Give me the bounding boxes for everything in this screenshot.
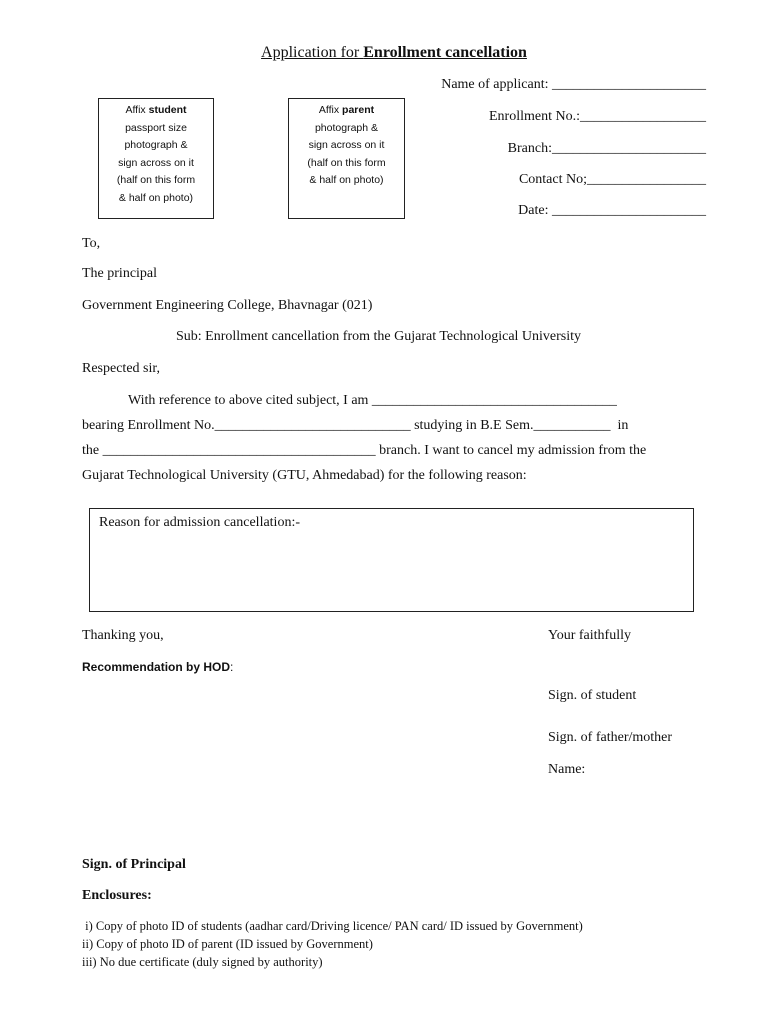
body-line-2[interactable]: bearing Enrollment No.____________________________ studying in B.E Sem.___________ in [82,418,629,433]
title-prefix: Application for [261,44,364,61]
applicant-name-field[interactable]: Name of applicant: ______________________ [441,77,706,92]
sign-parent: Sign. of father/mother [548,730,673,745]
address-to: To, [82,236,101,251]
enclosure-item: i) Copy of photo ID of students (aadhar card/Driving licence/ PAN card/ ID issued by Government) [82,919,583,933]
your-faithfully: Your faithfully [548,628,631,643]
thanking-you: Thanking you, [82,628,164,643]
student-photo-caption: Affix student [125,104,187,116]
date-field[interactable]: Date: ______________________ [518,203,706,218]
parent-photo-caption: Affix parent [318,104,375,116]
student-photo-line: sign across on it [118,156,194,169]
subject-line: Sub: Enrollment cancellation from the Gujarat Technological University [176,329,582,344]
enclosure-item: iii) No due certificate (duly signed by authority) [82,955,323,969]
student-photo-line: & half on photo) [118,191,194,204]
body-line-4: Gujarat Technological University (GTU, Ahmedabad) for the following reason: [82,468,527,483]
parent-photo-line: (half on this form [307,156,386,169]
branch-field[interactable]: Branch:______________________ [507,141,706,156]
reason-label: Reason for admission cancellation:- [99,515,300,530]
sign-student: Sign. of student [548,688,637,703]
hod-recommendation: Recommendation by HOD: [82,660,234,674]
parent-photo-line: & half on photo) [309,174,384,186]
parent-photo-line: photograph & [314,121,379,134]
enclosures-heading: Enclosures: [82,888,152,903]
sign-principal: Sign. of Principal [82,857,186,872]
body-line-3[interactable]: the _______________________________________ branch. I want to cancel my admission from the [82,443,647,458]
title-bold: Enrollment cancellation [363,44,527,61]
student-photo-line: (half on this form [116,174,196,186]
address-recipient: The principal [82,266,158,281]
page-title [0,44,770,62]
enrollment-no-field[interactable]: Enrollment No.:__________________ [489,109,706,124]
body-line-1[interactable]: With reference to above cited subject, I am ___________________________________ [128,393,617,408]
student-photo-line: photograph & [124,139,188,151]
enclosure-item: ii) Copy of photo ID of parent (ID issued by Government) [82,937,373,951]
contact-no-field[interactable]: Contact No;_________________ [518,172,706,187]
parent-photo-line: sign across on it [308,139,385,151]
reason-box[interactable] [89,508,694,612]
parent-name: Name: [548,762,586,777]
address-college: Government Engineering College, Bhavnagar (021) [82,298,373,313]
student-photo-line: passport size [125,121,187,134]
salutation: Respected sir, [82,361,160,376]
parent-photo-box[interactable] [288,98,405,219]
student-photo-box[interactable] [98,98,214,219]
